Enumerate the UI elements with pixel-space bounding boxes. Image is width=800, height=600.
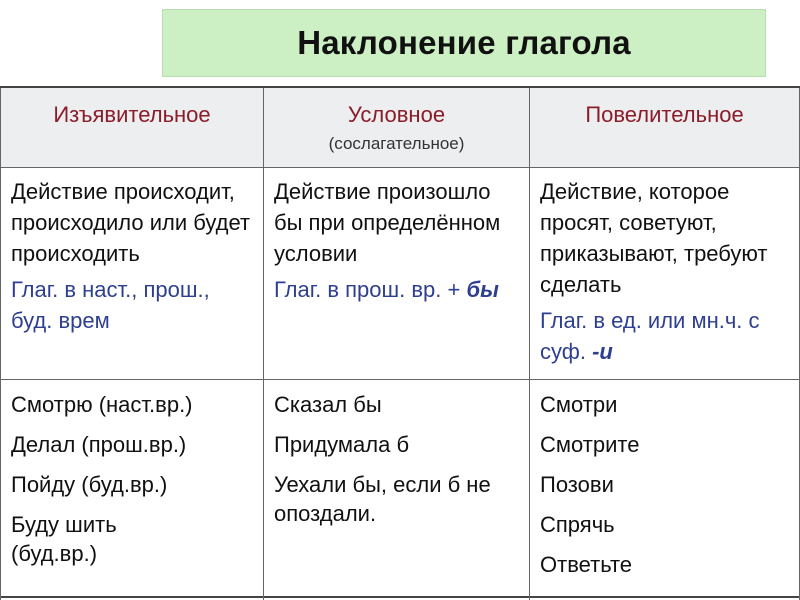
examples-cell-conditional [264, 380, 530, 600]
definition-text: Действие, которое просят, советуют, приказывают, требуют сделать [540, 179, 768, 297]
rule-text [274, 274, 523, 305]
examples-cell-indicative [0, 380, 264, 600]
title-banner [162, 9, 766, 77]
example-item: Смотрите [540, 432, 640, 457]
rule-main: Глаг. в наст., прош., буд. врем [11, 277, 210, 333]
definition-text: Действие произошло бы при определённом условии [274, 179, 501, 266]
verb-mood-table [0, 86, 800, 598]
header-cell-conditional [264, 88, 530, 168]
example-item: Ответьте [540, 552, 633, 577]
example-item: Придумала б [274, 432, 410, 457]
rule-text [540, 305, 793, 367]
example-item: Позови [540, 472, 614, 497]
header-label: Повелительное [585, 102, 744, 127]
header-label: Изъявительное [53, 102, 211, 127]
rule-main: Глаг. в прош. вр. + [274, 277, 467, 302]
example-item: Смотри [540, 392, 618, 417]
definition-cell-conditional [264, 168, 530, 380]
rule-emphasis: -и [592, 339, 613, 364]
example-item: Уехали бы, если б не опоздали. [274, 472, 491, 526]
page-title: Наклонение глагола [297, 24, 631, 61]
rule-emphasis: бы [466, 277, 499, 302]
example-item: Сказал бы [274, 392, 382, 417]
header-cell-imperative [530, 88, 800, 168]
header-sublabel: (сослагательное) [328, 134, 465, 153]
definition-text: Действие происходит, происходило или будет происходить [11, 179, 251, 266]
example-item: Буду шить (буд.вр.) [11, 512, 117, 566]
example-item: Смотрю (наст.вр.) [11, 392, 193, 417]
example-item: Делал (прош.вр.) [11, 432, 187, 457]
example-item: Пойду (буд.вр.) [11, 472, 168, 497]
definition-cell-indicative [0, 168, 264, 380]
example-item: Спрячь [540, 512, 615, 537]
rule-text [11, 274, 257, 336]
definition-cell-imperative [530, 168, 800, 380]
rule-main: Глаг. в ед. или мн.ч. с суф. [540, 308, 760, 364]
header-cell-indicative [0, 88, 264, 168]
header-label: Условное [347, 102, 446, 127]
examples-cell-imperative [530, 380, 800, 600]
